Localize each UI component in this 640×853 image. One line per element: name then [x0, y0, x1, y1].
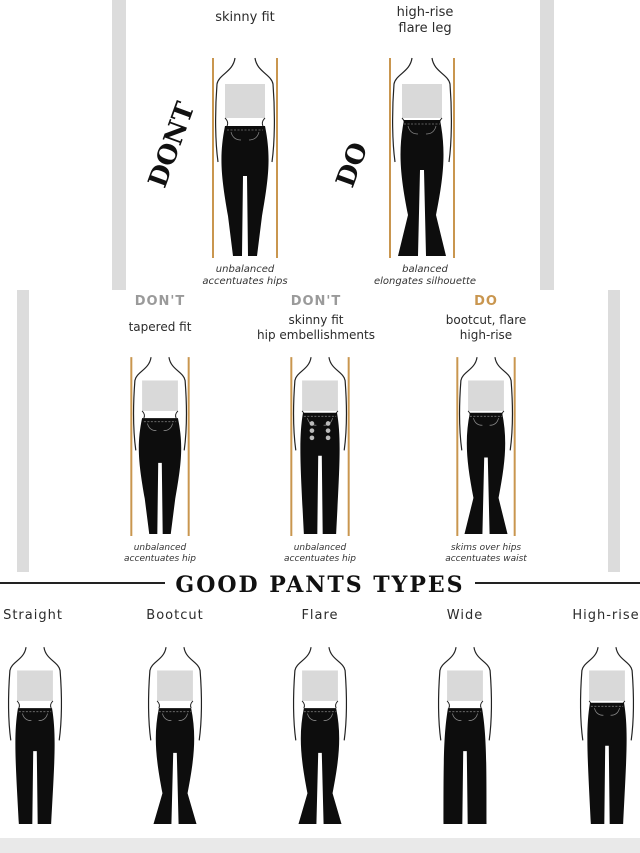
middle-verdict-3: DO: [474, 294, 498, 309]
top-figure-flare: [372, 50, 472, 262]
button-embellishment: [326, 421, 331, 426]
tube-top: [589, 670, 625, 700]
waist-outline: [447, 701, 483, 708]
bottom-figure-bootcut: [140, 640, 210, 830]
top-caption-1-line1: unbalanced: [215, 264, 275, 275]
middle-verdict-2: DON'T: [290, 294, 342, 309]
top-panel-border-right: [540, 0, 554, 290]
bottom-figure-wide: [430, 640, 500, 830]
pants: [221, 126, 268, 256]
middle-caption-3-line1: skims over hips: [450, 543, 522, 553]
middle-caption-2-line2: accentuates hip: [284, 554, 356, 564]
type-label-straight: Straight: [3, 608, 63, 623]
waist-outline: [157, 701, 193, 708]
type-label-flare: Flare: [301, 608, 339, 623]
middle-caption-1-line1: unbalanced: [133, 543, 187, 553]
do-side-label: DO: [330, 138, 375, 192]
pants: [15, 708, 54, 824]
top-caption-1-line2: accentuates hips: [202, 276, 288, 287]
top-caption-2-line2: elongates silhouette: [373, 276, 477, 287]
button-embellishment: [310, 428, 315, 433]
good-pants-title: GOOD PANTS TYPES: [175, 572, 465, 598]
tube-top: [447, 670, 483, 700]
tube-top: [17, 670, 53, 700]
waist-outline: [225, 118, 265, 126]
top-panel-border-left: [112, 0, 126, 290]
middle-caption-1-line2: accentuates hip: [124, 554, 196, 564]
button-embellishment: [326, 428, 331, 433]
middle-style-2-line1: skinny fit: [288, 313, 344, 327]
pants: [153, 708, 196, 824]
middle-caption-2-line1: unbalanced: [293, 543, 347, 553]
tube-top: [142, 380, 178, 410]
tube-top: [225, 84, 265, 118]
waist-outline: [17, 701, 53, 708]
bottom-figure-high-rise: [572, 640, 640, 830]
dont-side-label: DONT: [142, 98, 202, 192]
top-style-label-2-line2: flare leg: [398, 21, 452, 36]
middle-figure-bootcut: [436, 350, 536, 540]
top-style-label-2-line1: high-rise: [396, 5, 454, 20]
type-label-high-rise: High-rise: [572, 608, 640, 623]
pants: [398, 120, 446, 256]
pants: [139, 418, 181, 534]
tube-top: [468, 380, 504, 410]
middle-verdict-1: DON'T: [134, 294, 186, 309]
top-style-label-1: skinny fit: [215, 10, 275, 25]
pants: [587, 703, 626, 824]
middle-style-2-line2: hip embellishments: [257, 328, 375, 342]
pants: [464, 413, 507, 534]
button-embellishment: [310, 436, 315, 441]
tube-top: [157, 670, 193, 700]
button-embellishment: [326, 436, 331, 441]
type-label-bootcut: Bootcut: [146, 608, 204, 623]
middle-style-3-line1: bootcut, flare: [445, 313, 527, 327]
middle-panel-border-right: [608, 290, 620, 572]
middle-panel-border-left: [17, 290, 29, 572]
type-label-wide: Wide: [446, 608, 484, 623]
pants: [443, 708, 486, 824]
middle-caption-3-line2: accentuates waist: [445, 554, 527, 564]
middle-figure-tapered: [110, 350, 210, 540]
bottom-figure-straight: [0, 640, 70, 830]
tube-top: [402, 84, 442, 118]
top-figure-skinny: [195, 50, 295, 262]
top-caption-2-line1: balanced: [402, 264, 448, 275]
button-embellishment: [310, 421, 315, 426]
tube-top: [302, 380, 338, 410]
waist-outline: [142, 411, 178, 418]
middle-figure-embellished: [270, 350, 370, 540]
bottom-strip: [0, 838, 640, 853]
pants: [298, 708, 341, 824]
waist-outline: [302, 701, 338, 708]
tube-top: [302, 670, 338, 700]
bottom-figure-flare: [285, 640, 355, 830]
middle-style-1: tapered fit: [128, 320, 192, 334]
pants: [300, 413, 339, 534]
middle-style-3-line2: high-rise: [459, 328, 513, 342]
